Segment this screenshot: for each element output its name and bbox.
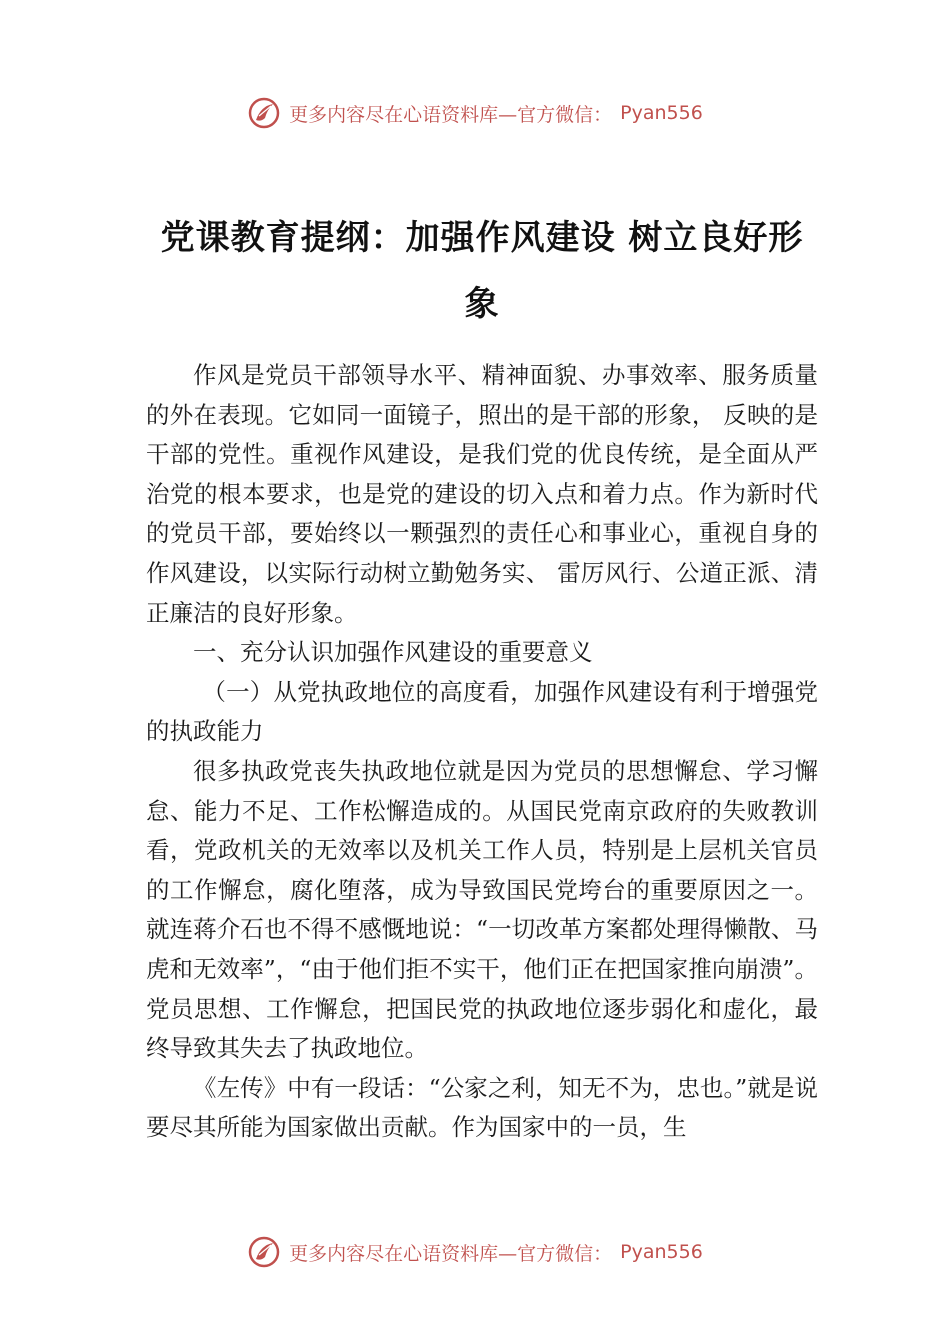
section-heading-1: 一、充分认识加强作风建设的重要意义 bbox=[193, 638, 593, 667]
brush-logo-icon bbox=[247, 1235, 281, 1269]
watermark-code: Pyan556 bbox=[620, 1241, 703, 1263]
page-title: 党课教育提纲：加强作风建设 树立良好形象 bbox=[160, 217, 804, 324]
subsection-heading-1: （一）从党执政地位的高度看，加强作风建设有利于增强党的执政能力 bbox=[146, 677, 818, 746]
brush-logo-icon bbox=[247, 96, 281, 130]
body-paragraph-1: 很多执政党丧失执政地位就是因为党员的思想懈怠、学习懈怠、能力不足、工作松懈造成的。从国民党南京政府的失败教训看，党政机关的无效率以及机关工作人员，特别是上层机关官员的工作懈怠，腐化堕落，成为导致国民党垮台的重要原因之一。就连蒋介石也不得不感慨地说：“一切改革方案都处理得懒散、马虎和无效率”，“由于他们拒不实干，他们正在把国家推向崩溃”。党员思想、工作懈怠，把国民党的执政地位逐步弱化和虚化，最终导致其失去了执政地位。 bbox=[146, 756, 818, 1063]
watermark-text: 更多内容尽在心语资料库—官方微信： bbox=[289, 1242, 613, 1265]
body-paragraph-2: 《左传》中有一段话：“公家之利，知无不为，忠也。”就是说要尽其所能为国家做出贡献。作为国家中的一员，生 bbox=[146, 1073, 818, 1142]
intro-paragraph: 作风是党员干部领导水平、精神面貌、办事效率、服务质量的外在表现。它如同一面镜子，照出的是干部的形象， 反映的是干部的党性。重视作风建设，是我们党的优良传统，是全面从严治党的根本要求，也是党的建设的切入点和着力点。作为新时代的党员干部，要始终以一颗强烈的责任心和事业心，重视自身的作风建设，以实际行动树立勤勉务实、 雷厉风行、公道正派、清正廉洁的良好形象。 bbox=[146, 361, 818, 627]
footer-watermark bbox=[0, 1235, 950, 1269]
watermark-code: Pyan556 bbox=[620, 102, 703, 124]
watermark-text: 更多内容尽在心语资料库—官方微信： bbox=[289, 103, 613, 126]
document-body bbox=[146, 356, 818, 1148]
header-watermark bbox=[0, 96, 950, 130]
